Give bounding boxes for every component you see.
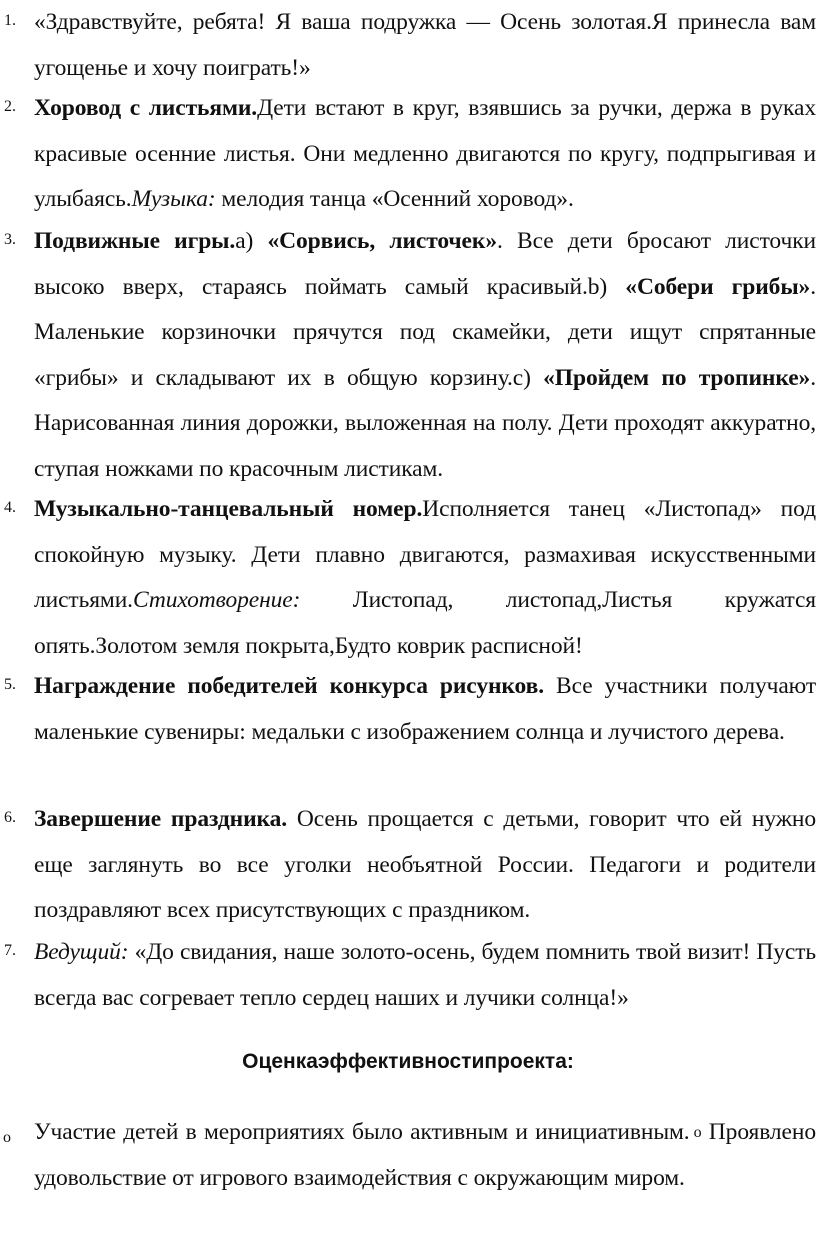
item-text [34, 219, 816, 492]
item-text [34, 487, 816, 669]
game-c-text: . Нарисованная линия дорожки, выложенная на полу. Дети проходят аккуратно, ступая ножками по красочным листикам. [34, 364, 816, 482]
game-c-prefix: c) [512, 364, 544, 391]
music-text: мелодия танца «Осенний хоровод». [215, 186, 574, 212]
game-c-title: «Пройдем по тропинке» [543, 364, 811, 391]
item-title: Завершение праздника. [34, 806, 288, 832]
item-title: Музыкально-танцевальный номер. [34, 496, 423, 522]
item-body: Осень прощается с детьми, говорит что ей нужно еще заглянуть во все уголки необъятной России. Педагоги и родители поздравляют всех присутствующих с праздником. [34, 806, 816, 923]
item-text [34, 86, 816, 223]
poem-text: Листопад, листопад,Листья кружатся опять.Золотом земля покрыта,Будто коврик расписной! [34, 587, 816, 659]
item-text [34, 930, 816, 1021]
item-body: «До свидания, наше золото-осень, будем помнить твой визит! Пусть всегда вас согревает тепло сердец наших и лучики солнца!» [34, 939, 816, 1011]
evaluation-line-1: Участие детей в мероприятиях было активным и инициативным. [34, 1119, 690, 1145]
item-title: Награждение победителей конкурса рисунков. [34, 673, 544, 699]
greeting-text: «Здравствуйте, ребята! Я ваша подружка — Осень золотая.Я принесла вам угощенье и хочу поиграть!» [34, 9, 816, 81]
item-number: 5. [4, 676, 16, 693]
item-number: 7. [4, 942, 16, 959]
item-title: Подвижные игры. [34, 228, 236, 254]
item-number: 2. [4, 98, 16, 115]
item-number: 6. [4, 809, 16, 826]
item-number: 1. [4, 12, 16, 29]
game-b-title: «Собери грибы» [625, 273, 811, 300]
item-body: Дети встают в круг, взявшись за ручки, держа в руках красивые осенние листья. Они медленно двигаются по кругу, подпрыгивая и улыбаясь. [34, 95, 816, 212]
bullet-icon-inline: o [693, 1124, 702, 1141]
music-label: Музыка: [131, 186, 216, 212]
evaluation-line-2: Проявлено удовольствие от игрового взаимодействия с окружающим миром. [34, 1119, 816, 1191]
item-number: 4. [4, 499, 16, 516]
item-text [34, 797, 816, 934]
game-b-text: . Маленькие корзиночки прячутся под скамейки, дети ищут спрятанные «грибы» и складывают их в общую корзину. [34, 273, 816, 391]
item-title: Хоровод с листьями. [34, 95, 258, 121]
section-heading: Оценкаэффективностипроекта: [242, 1050, 574, 1073]
evaluation-text [34, 1110, 816, 1201]
speaker-label: Ведущий: [34, 939, 129, 965]
game-a-title: «Сорвись, листочек» [267, 228, 497, 254]
poem-label: Стихотворение: [132, 587, 301, 613]
game-a-prefix: а) [235, 228, 268, 254]
item-body: Исполняется танец «Листопад» под спокойную музыку. Дети плавно двигаются, размахивая искусственными листьями. [34, 496, 816, 613]
bullet-icon: o [3, 1129, 11, 1146]
item-body: Все участники получают маленькие сувениры: медальки с изображением солнца и лучистого дерева. [34, 673, 816, 745]
item-text [34, 664, 816, 755]
game-a-text: . Все дети бросают листочки высоко вверх, стараясь поймать самый красивый. [34, 228, 816, 300]
item-number: 3. [4, 231, 16, 248]
item-text [34, 0, 816, 91]
game-b-prefix: b) [587, 273, 626, 300]
